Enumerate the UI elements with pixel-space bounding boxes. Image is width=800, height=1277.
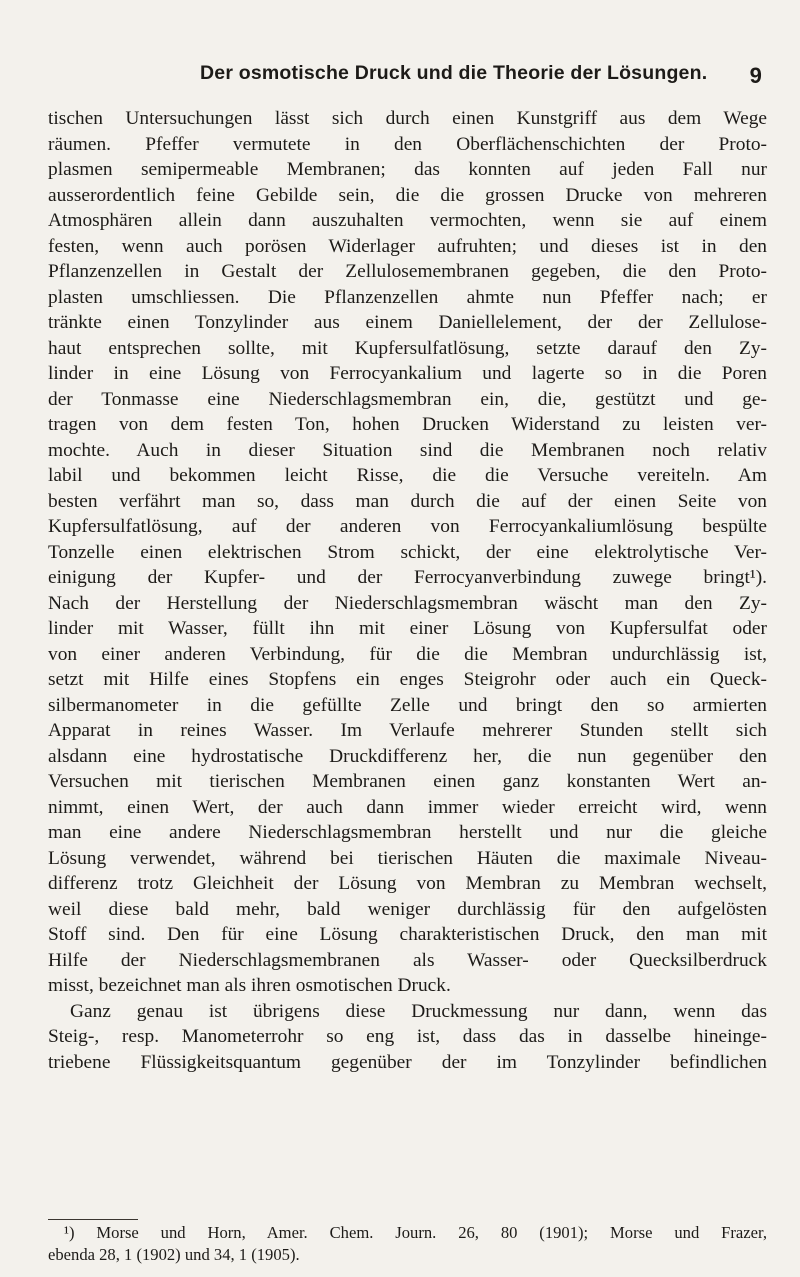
- text-line: von einer anderen Verbindung, für die die Membran undurchlässig ist,: [48, 643, 767, 665]
- text-line: tränkte einen Tonzylinder aus einem Daniellelement, der der Zellulose-: [48, 312, 767, 333]
- body-text: [48, 106, 767, 1075]
- text-line: man eine andere Niederschlagsmembran herstellt und nur die gleiche: [48, 822, 767, 843]
- text-line: Versuchen mit tierischen Membranen einen ganz konstanten Wert an-: [48, 771, 767, 792]
- text-line: weil diese bald mehr, bald weniger durchlässig für den aufgelösten: [48, 898, 767, 920]
- text-line: Nach der Herstellung der Niederschlagsmembran wäscht man den Zy-: [48, 592, 767, 614]
- text-line: Hilfe der Niederschlagsmembranen als Wasser- oder Quecksilberdruck: [48, 949, 767, 971]
- text-line: Ganz genau ist übrigens diese Druckmessung nur dann, wenn das: [70, 1000, 767, 1022]
- text-line: triebene Flüssigkeitsquantum gegenüber der im Tonzylinder befindlichen: [48, 1051, 767, 1073]
- running-head: [48, 62, 768, 92]
- text-line: ausserordentlich feine Gebilde sein, die die grossen Drucke von mehreren: [48, 184, 767, 206]
- text-line: Tonzelle einen elektrischen Strom schickt, der eine elektrolytische Ver-: [48, 541, 767, 563]
- footnote-line: ebenda 28, 1 (1902) und 34, 1 (1905).: [48, 1244, 300, 1264]
- text-line: festen, wenn auch porösen Widerlager aufruhten; und dieses ist in den: [48, 235, 767, 257]
- text-line: Steig-, resp. Manometerrohr so eng ist, dass das in dasselbe hineinge-: [48, 1026, 767, 1047]
- text-line: differenz trotz Gleichheit der Lösung von Membran zu Membran wechselt,: [48, 873, 767, 894]
- text-line: misst, bezeichnet man als ihren osmotischen Druck.: [48, 975, 451, 996]
- text-line: Apparat in reines Wasser. Im Verlaufe mehrerer Stunden stellt sich: [48, 720, 767, 741]
- footnotes: [48, 1222, 767, 1265]
- footnote-line: ¹) Morse und Horn, Amer. Chem. Journ. 26, 80 (1901); Morse und Frazer,: [64, 1223, 767, 1242]
- text-line: Pflanzenzellen in Gestalt der Zellulosemembranen gegeben, die den Proto-: [48, 261, 767, 282]
- footnote-rule: [48, 1219, 138, 1220]
- running-title: Der osmotische Druck und die Theorie der Lösungen.: [200, 62, 708, 84]
- text-line: alsdann eine hydrostatische Druckdifferenz her, die nun gegenüber den: [48, 745, 767, 767]
- text-line: Stoff sind. Den für eine Lösung charakteristischen Druck, den man mit: [48, 924, 767, 945]
- text-line: der Tonmasse eine Niederschlagsmembran ein, die, gestützt und ge-: [48, 388, 767, 410]
- page-number: 9: [749, 63, 762, 88]
- text-line: labil und bekommen leicht Risse, die die Versuche vereiteln. Am: [48, 465, 767, 486]
- text-line: linder mit Wasser, füllt ihn mit einer Lösung von Kupfersulfat oder: [48, 618, 767, 639]
- text-line: Atmosphären allein dann auszuhalten vermochten, wenn sie auf einem: [48, 210, 767, 231]
- text-line: tischen Untersuchungen lässt sich durch einen Kunstgriff aus dem Wege: [48, 108, 767, 129]
- text-line: räumen. Pfeffer vermutete in den Oberflächenschichten der Proto-: [48, 133, 767, 155]
- text-line: nimmt, einen Wert, der auch dann immer wieder erreicht wird, wenn: [48, 796, 767, 818]
- text-line: besten verfährt man so, dass man durch die auf der einen Seite von: [48, 490, 767, 512]
- text-line: linder in eine Lösung von Ferrocyankalium und lagerte so in die Poren: [48, 363, 767, 384]
- text-line: setzt mit Hilfe eines Stopfens ein enges Steigrohr oder auch ein Queck-: [48, 669, 767, 690]
- text-line: tragen von dem festen Ton, hohen Drucken Widerstand zu leisten ver-: [48, 414, 767, 435]
- text-line: haut entsprechen sollte, mit Kupfersulfatlösung, setzte darauf den Zy-: [48, 337, 767, 359]
- text-line: einigung der Kupfer- und der Ferrocyanverbindung zuwege bringt¹).: [48, 567, 767, 588]
- text-line: plasten umschliessen. Die Pflanzenzellen ahmte nun Pfeffer nach; er: [48, 286, 767, 308]
- text-line: Kupfersulfatlösung, auf der anderen von Ferrocyankaliumlösung bespülte: [48, 516, 767, 537]
- text-line: silbermanometer in die gefüllte Zelle und bringt den so armierten: [48, 694, 767, 716]
- text-line: plasmen semipermeable Membranen; das konnten auf jeden Fall nur: [48, 159, 767, 180]
- text-line: mochte. Auch in dieser Situation sind die Membranen noch relativ: [48, 439, 767, 461]
- text-line: Lösung verwendet, während bei tierischen Häuten die maximale Niveau-: [48, 847, 767, 869]
